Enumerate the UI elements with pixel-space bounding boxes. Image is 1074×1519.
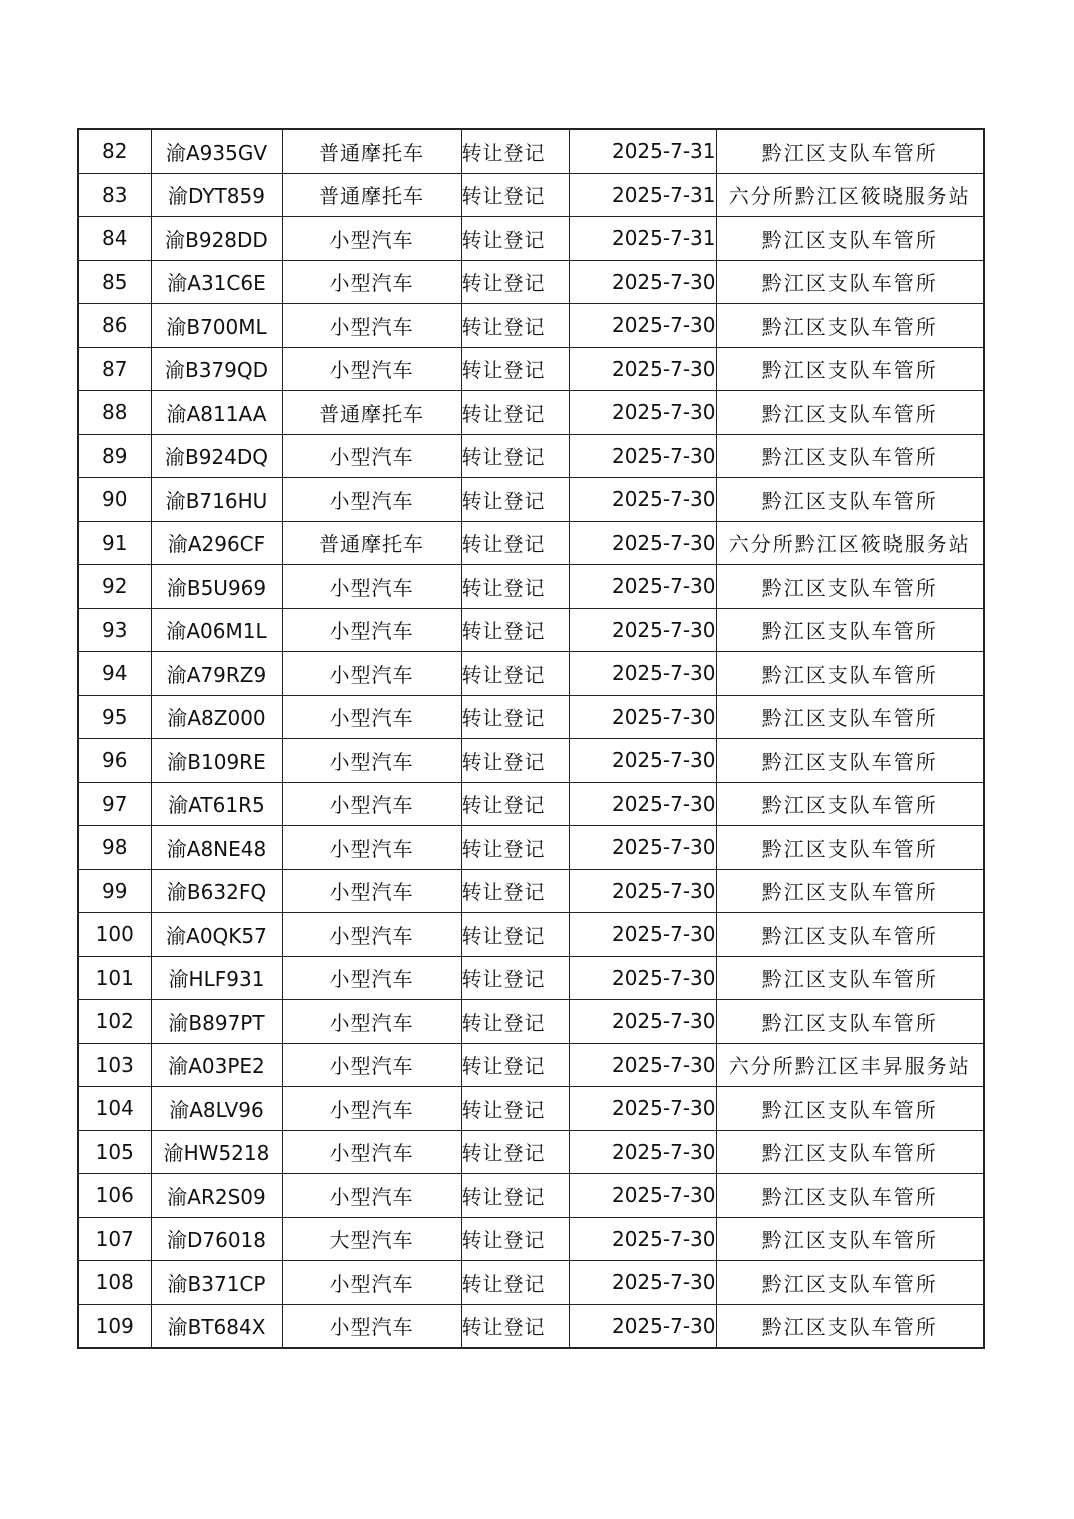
- date-cell: 2025-7-30: [569, 304, 716, 348]
- business-type-cell: 转让登记: [461, 608, 569, 652]
- vehicle-type-cell: 小型汽车: [282, 347, 461, 391]
- office-cell: 黔江区支队车管所: [716, 260, 984, 304]
- office-cell: 黔江区支队车管所: [716, 217, 984, 261]
- date-cell: 2025-7-30: [569, 1304, 716, 1348]
- table-row: [78, 1261, 984, 1305]
- row-number-cell: 105: [78, 1130, 151, 1174]
- row-number-cell: 92: [78, 565, 151, 609]
- plate-number-cell: 渝A79RZ9: [151, 652, 282, 696]
- table-row: [78, 478, 984, 522]
- business-type-cell: 转让登记: [461, 434, 569, 478]
- business-type-cell: 转让登记: [461, 565, 569, 609]
- office-cell: 黔江区支队车管所: [716, 1217, 984, 1261]
- row-number-cell: 102: [78, 1000, 151, 1044]
- plate-number-cell: 渝A935GV: [151, 129, 282, 173]
- date-cell: 2025-7-30: [569, 1130, 716, 1174]
- office-cell: 六分所黔江区丰昇服务站: [716, 1043, 984, 1087]
- business-type-cell: 转让登记: [461, 1087, 569, 1131]
- business-type-cell: 转让登记: [461, 129, 569, 173]
- office-cell: 黔江区支队车管所: [716, 391, 984, 435]
- plate-number-cell: 渝HLF931: [151, 956, 282, 1000]
- vehicle-type-cell: 小型汽车: [282, 304, 461, 348]
- office-cell: 黔江区支队车管所: [716, 434, 984, 478]
- vehicle-type-cell: 小型汽车: [282, 434, 461, 478]
- table-row: [78, 129, 984, 173]
- business-type-cell: 转让登记: [461, 869, 569, 913]
- plate-number-cell: 渝A8NE48: [151, 826, 282, 870]
- table-row: [78, 1087, 984, 1131]
- date-cell: 2025-7-30: [569, 826, 716, 870]
- plate-number-cell: 渝B897PT: [151, 1000, 282, 1044]
- office-cell: 黔江区支队车管所: [716, 1087, 984, 1131]
- business-type-cell: 转让登记: [461, 304, 569, 348]
- date-cell: 2025-7-30: [569, 782, 716, 826]
- business-type-cell: 转让登记: [461, 739, 569, 783]
- table-row: [78, 782, 984, 826]
- row-number-cell: 103: [78, 1043, 151, 1087]
- date-cell: 2025-7-30: [569, 869, 716, 913]
- business-type-cell: 转让登记: [461, 347, 569, 391]
- vehicle-type-cell: 普通摩托车: [282, 521, 461, 565]
- business-type-cell: 转让登记: [461, 695, 569, 739]
- date-cell: 2025-7-30: [569, 913, 716, 957]
- vehicle-type-cell: 小型汽车: [282, 652, 461, 696]
- row-number-cell: 104: [78, 1087, 151, 1131]
- vehicle-type-cell: 小型汽车: [282, 869, 461, 913]
- business-type-cell: 转让登记: [461, 1043, 569, 1087]
- vehicle-type-cell: 小型汽车: [282, 478, 461, 522]
- business-type-cell: 转让登记: [461, 521, 569, 565]
- plate-number-cell: 渝AT61R5: [151, 782, 282, 826]
- vehicle-type-cell: 普通摩托车: [282, 173, 461, 217]
- vehicle-type-cell: 小型汽车: [282, 695, 461, 739]
- date-cell: 2025-7-30: [569, 1043, 716, 1087]
- plate-number-cell: 渝B379QD: [151, 347, 282, 391]
- row-number-cell: 107: [78, 1217, 151, 1261]
- vehicle-type-cell: 小型汽车: [282, 913, 461, 957]
- office-cell: 黔江区支队车管所: [716, 1130, 984, 1174]
- plate-number-cell: 渝A03PE2: [151, 1043, 282, 1087]
- date-cell: 2025-7-30: [569, 1000, 716, 1044]
- plate-number-cell: 渝HW5218: [151, 1130, 282, 1174]
- business-type-cell: 转让登记: [461, 1261, 569, 1305]
- plate-number-cell: 渝A0QK57: [151, 913, 282, 957]
- row-number-cell: 100: [78, 913, 151, 957]
- date-cell: 2025-7-30: [569, 565, 716, 609]
- date-cell: 2025-7-30: [569, 478, 716, 522]
- row-number-cell: 91: [78, 521, 151, 565]
- table-row: [78, 565, 984, 609]
- vehicle-type-cell: 小型汽车: [282, 565, 461, 609]
- business-type-cell: 转让登记: [461, 217, 569, 261]
- row-number-cell: 83: [78, 173, 151, 217]
- table-row: [78, 304, 984, 348]
- office-cell: 黔江区支队车管所: [716, 1174, 984, 1218]
- table-body: [78, 129, 984, 1348]
- table-row: [78, 434, 984, 478]
- business-type-cell: 转让登记: [461, 826, 569, 870]
- date-cell: 2025-7-30: [569, 1087, 716, 1131]
- table-row: [78, 956, 984, 1000]
- table-row: [78, 173, 984, 217]
- row-number-cell: 108: [78, 1261, 151, 1305]
- vehicle-type-cell: 小型汽车: [282, 826, 461, 870]
- date-cell: 2025-7-30: [569, 1217, 716, 1261]
- vehicle-type-cell: 小型汽车: [282, 1043, 461, 1087]
- vehicle-type-cell: 小型汽车: [282, 1087, 461, 1131]
- business-type-cell: 转让登记: [461, 913, 569, 957]
- table-row: [78, 1130, 984, 1174]
- table-row: [78, 1304, 984, 1348]
- plate-number-cell: 渝A811AA: [151, 391, 282, 435]
- business-type-cell: 转让登记: [461, 1000, 569, 1044]
- vehicle-type-cell: 普通摩托车: [282, 391, 461, 435]
- row-number-cell: 90: [78, 478, 151, 522]
- row-number-cell: 99: [78, 869, 151, 913]
- table-row: [78, 1043, 984, 1087]
- office-cell: 黔江区支队车管所: [716, 1261, 984, 1305]
- business-type-cell: 转让登记: [461, 391, 569, 435]
- table-row: [78, 869, 984, 913]
- office-cell: 黔江区支队车管所: [716, 869, 984, 913]
- plate-number-cell: 渝A8LV96: [151, 1087, 282, 1131]
- plate-number-cell: 渝DYT859: [151, 173, 282, 217]
- row-number-cell: 101: [78, 956, 151, 1000]
- vehicle-type-cell: 小型汽车: [282, 217, 461, 261]
- office-cell: 六分所黔江区筱晓服务站: [716, 521, 984, 565]
- office-cell: 黔江区支队车管所: [716, 782, 984, 826]
- date-cell: 2025-7-30: [569, 956, 716, 1000]
- date-cell: 2025-7-30: [569, 739, 716, 783]
- row-number-cell: 88: [78, 391, 151, 435]
- office-cell: 黔江区支队车管所: [716, 1000, 984, 1044]
- business-type-cell: 转让登记: [461, 173, 569, 217]
- date-cell: 2025-7-30: [569, 608, 716, 652]
- registration-table: [77, 128, 985, 1349]
- row-number-cell: 98: [78, 826, 151, 870]
- business-type-cell: 转让登记: [461, 652, 569, 696]
- plate-number-cell: 渝A31C6E: [151, 260, 282, 304]
- date-cell: 2025-7-30: [569, 1174, 716, 1218]
- business-type-cell: 转让登记: [461, 260, 569, 304]
- table-row: [78, 652, 984, 696]
- row-number-cell: 86: [78, 304, 151, 348]
- table-row: [78, 391, 984, 435]
- plate-number-cell: 渝AR2S09: [151, 1174, 282, 1218]
- vehicle-type-cell: 普通摩托车: [282, 129, 461, 173]
- table-row: [78, 347, 984, 391]
- business-type-cell: 转让登记: [461, 1217, 569, 1261]
- business-type-cell: 转让登记: [461, 782, 569, 826]
- office-cell: 黔江区支队车管所: [716, 565, 984, 609]
- office-cell: 黔江区支队车管所: [716, 913, 984, 957]
- table-row: [78, 217, 984, 261]
- vehicle-type-cell: 小型汽车: [282, 1000, 461, 1044]
- row-number-cell: 97: [78, 782, 151, 826]
- plate-number-cell: 渝A06M1L: [151, 608, 282, 652]
- date-cell: 2025-7-30: [569, 652, 716, 696]
- plate-number-cell: 渝A8Z000: [151, 695, 282, 739]
- table-row: [78, 739, 984, 783]
- date-cell: 2025-7-30: [569, 260, 716, 304]
- row-number-cell: 95: [78, 695, 151, 739]
- business-type-cell: 转让登记: [461, 1304, 569, 1348]
- row-number-cell: 87: [78, 347, 151, 391]
- date-cell: 2025-7-30: [569, 521, 716, 565]
- business-type-cell: 转让登记: [461, 1174, 569, 1218]
- vehicle-type-cell: 小型汽车: [282, 739, 461, 783]
- plate-number-cell: 渝B928DD: [151, 217, 282, 261]
- business-type-cell: 转让登记: [461, 478, 569, 522]
- office-cell: 黔江区支队车管所: [716, 695, 984, 739]
- date-cell: 2025-7-31: [569, 217, 716, 261]
- plate-number-cell: 渝B109RE: [151, 739, 282, 783]
- row-number-cell: 89: [78, 434, 151, 478]
- date-cell: 2025-7-31: [569, 173, 716, 217]
- plate-number-cell: 渝A296CF: [151, 521, 282, 565]
- office-cell: 黔江区支队车管所: [716, 1304, 984, 1348]
- vehicle-type-cell: 小型汽车: [282, 1261, 461, 1305]
- office-cell: 黔江区支队车管所: [716, 478, 984, 522]
- plate-number-cell: 渝B371CP: [151, 1261, 282, 1305]
- date-cell: 2025-7-30: [569, 695, 716, 739]
- row-number-cell: 84: [78, 217, 151, 261]
- row-number-cell: 93: [78, 608, 151, 652]
- office-cell: 黔江区支队车管所: [716, 652, 984, 696]
- row-number-cell: 96: [78, 739, 151, 783]
- table-row: [78, 913, 984, 957]
- vehicle-type-cell: 小型汽车: [282, 260, 461, 304]
- table-row: [78, 1217, 984, 1261]
- vehicle-type-cell: 小型汽车: [282, 1304, 461, 1348]
- business-type-cell: 转让登记: [461, 956, 569, 1000]
- office-cell: 黔江区支队车管所: [716, 826, 984, 870]
- office-cell: 黔江区支队车管所: [716, 347, 984, 391]
- office-cell: 黔江区支队车管所: [716, 129, 984, 173]
- vehicle-type-cell: 小型汽车: [282, 956, 461, 1000]
- table-row: [78, 1000, 984, 1044]
- row-number-cell: 106: [78, 1174, 151, 1218]
- business-type-cell: 转让登记: [461, 1130, 569, 1174]
- plate-number-cell: 渝BT684X: [151, 1304, 282, 1348]
- date-cell: 2025-7-31: [569, 129, 716, 173]
- row-number-cell: 94: [78, 652, 151, 696]
- row-number-cell: 85: [78, 260, 151, 304]
- table-row: [78, 260, 984, 304]
- row-number-cell: 82: [78, 129, 151, 173]
- plate-number-cell: 渝B5U969: [151, 565, 282, 609]
- vehicle-type-cell: 小型汽车: [282, 1174, 461, 1218]
- vehicle-type-cell: 小型汽车: [282, 1130, 461, 1174]
- plate-number-cell: 渝B716HU: [151, 478, 282, 522]
- vehicle-type-cell: 小型汽车: [282, 782, 461, 826]
- office-cell: 黔江区支队车管所: [716, 304, 984, 348]
- plate-number-cell: 渝B700ML: [151, 304, 282, 348]
- date-cell: 2025-7-30: [569, 1261, 716, 1305]
- vehicle-type-cell: 小型汽车: [282, 608, 461, 652]
- table-row: [78, 826, 984, 870]
- date-cell: 2025-7-30: [569, 347, 716, 391]
- vehicle-type-cell: 大型汽车: [282, 1217, 461, 1261]
- table-row: [78, 695, 984, 739]
- date-cell: 2025-7-30: [569, 434, 716, 478]
- row-number-cell: 109: [78, 1304, 151, 1348]
- date-cell: 2025-7-30: [569, 391, 716, 435]
- plate-number-cell: 渝D76018: [151, 1217, 282, 1261]
- table-row: [78, 608, 984, 652]
- plate-number-cell: 渝B924DQ: [151, 434, 282, 478]
- table-row: [78, 1174, 984, 1218]
- office-cell: 六分所黔江区筱晓服务站: [716, 173, 984, 217]
- office-cell: 黔江区支队车管所: [716, 608, 984, 652]
- plate-number-cell: 渝B632FQ: [151, 869, 282, 913]
- office-cell: 黔江区支队车管所: [716, 956, 984, 1000]
- table-row: [78, 521, 984, 565]
- office-cell: 黔江区支队车管所: [716, 739, 984, 783]
